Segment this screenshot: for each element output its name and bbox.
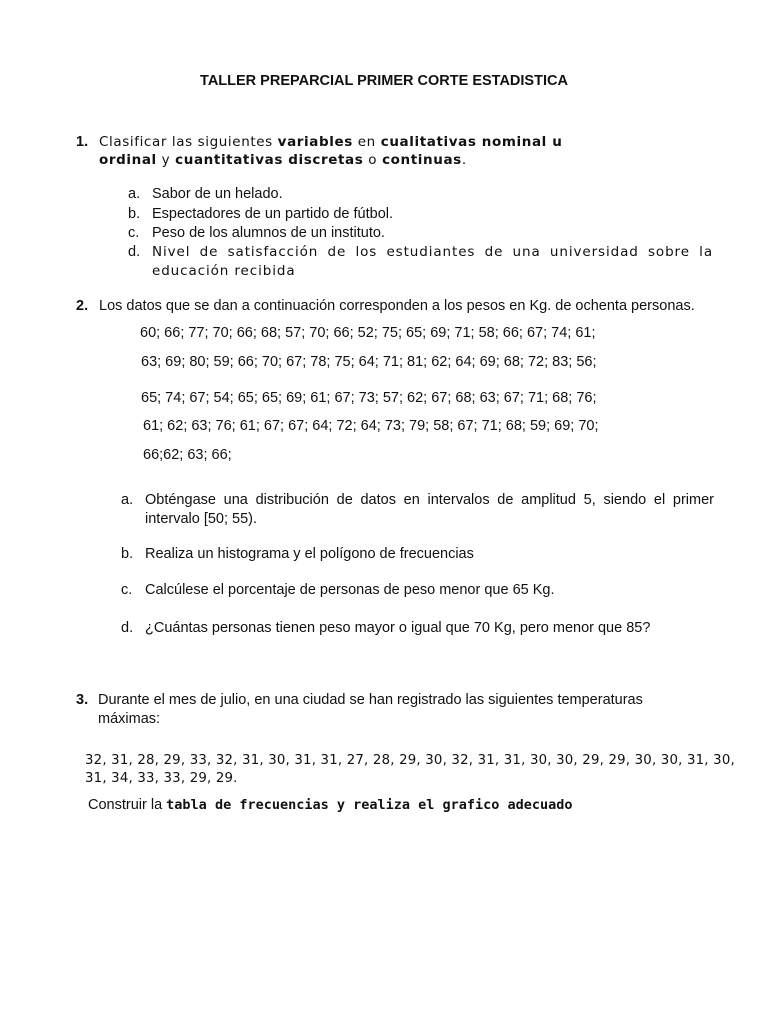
text-span: Construir la [88,797,167,813]
text-span: en [352,134,381,150]
question-3-number: 3. [76,692,89,708]
text-span: Clasificar las siguientes [99,134,278,150]
bold-span: cualitativas nominal u [380,134,563,150]
list-item: Obténgase una distribución de datos en intervalos de amplitud 5, siendo el primer [145,492,714,508]
data-row: 63; 69; 80; 59; 66; 70; 67; 78; 75; 64; 71; 81; 62; 64; 69; 68; 72; 83; 56; [141,354,597,370]
question-3-task [88,797,573,813]
page-title: TALLER PREPARCIAL PRIMER CORTE ESTADISTICA [200,73,568,89]
bold-span: tabla de frecuencias y realiza el grafico adecuado [166,797,573,813]
list-item: Calcúlese el porcentaje de personas de peso menor que 65 Kg. [145,582,555,598]
data-row: 60; 66; 77; 70; 66; 68; 57; 70; 66; 52; 75; 65; 69; 71; 58; 66; 67; 74; 61; [140,325,596,341]
list-item-label: d. [128,244,141,260]
question-2-number: 2. [76,298,89,314]
temperature-data-line-1: 32, 31, 28, 29, 33, 32, 31, 30, 31, 31, 27, 28, 29, 30, 32, 31, 31, 30, 30, 29, 29, 30, 30, 31, 30, [85,753,735,768]
list-item: ¿Cuántas personas tienen peso mayor o igual que 70 Kg, pero menor que 85? [145,620,651,636]
bold-span: ordinal [99,152,157,168]
data-row: 61; 62; 63; 76; 61; 67; 67; 64; 72; 64; 73; 79; 58; 67; 71; 68; 59; 69; 70; [143,418,599,434]
data-row: 66;62; 63; 66; [143,447,232,463]
bold-span: cuantitativas discretas [175,152,364,168]
list-item-label: b. [128,206,141,222]
temperature-data-line-2: 31, 34, 33, 33, 29, 29. [85,771,238,786]
list-item: Peso de los alumnos de un instituto. [152,225,385,241]
text-span: o [363,152,383,168]
list-item-label: a. [128,186,141,202]
question-1-line-1 [99,134,562,150]
list-item-continuation: intervalo [50; 55). [145,511,258,527]
text-span: . [461,152,467,168]
list-item-label: c. [121,582,133,598]
question-1-number: 1. [76,134,89,150]
list-item: Sabor de un helado. [152,186,283,202]
text-span: y [156,152,176,168]
data-row: 65; 74; 67; 54; 65; 65; 69; 61; 67; 73; 57; 62; 67; 68; 63; 67; 71; 68; 76; [141,390,597,406]
list-item: Espectadores de un partido de fútbol. [152,206,394,222]
list-item-label: b. [121,546,134,562]
list-item-label: c. [128,225,140,241]
list-item: Realiza un histograma y el polígono de frecuencias [145,546,474,562]
question-2-intro: Los datos que se dan a continuación corresponden a los pesos en Kg. de ochenta personas. [99,298,695,314]
question-3-intro-line-2: máximas: [98,711,161,727]
list-item-label: d. [121,620,134,636]
question-1-line-2 [99,152,467,168]
question-3-intro-line-1: Durante el mes de julio, en una ciudad se han registrado las siguientes temperaturas [98,692,643,708]
list-item-continuation: educación recibida [152,263,296,279]
list-item: Nivel de satisfacción de los estudiantes de una universidad sobre la [152,244,713,260]
bold-span: variables [277,134,353,150]
list-item-label: a. [121,492,134,508]
bold-span: continuas [382,152,462,168]
